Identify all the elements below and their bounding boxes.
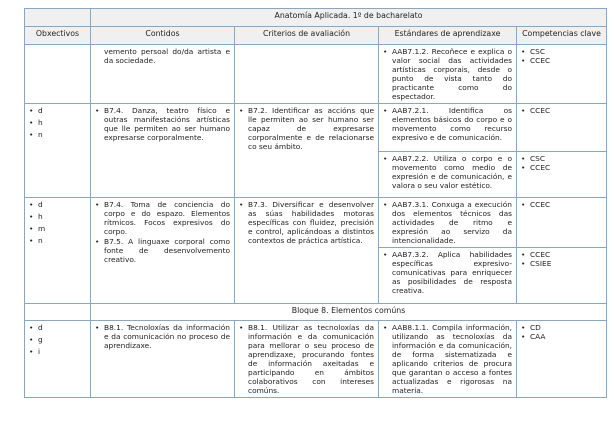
- header-contents: Contidos: [91, 27, 235, 45]
- objective-item: • n: [29, 236, 86, 245]
- title-row: [25, 9, 607, 27]
- competences-cell: [517, 321, 607, 398]
- header-objectives: Obxectivos: [25, 27, 91, 45]
- competences-cell: [517, 45, 607, 104]
- contents-cell: [91, 104, 235, 198]
- standard-text: • AAB7.1.2. Recoñece e explica o valor social das actividades artísticas corporais, desde o punto de vista tanto do practicante como do espectador.: [383, 47, 512, 101]
- competence-item: • CSC: [521, 154, 602, 163]
- objectives-cell: [25, 198, 91, 304]
- criteria-text: • B7.3. Diversificar e desenvolver as súas habilidades motoras específicas con fluidez, precisión e control, aplicándoas a distintos contextos de práctica artística.: [239, 200, 374, 245]
- header-standards: Estándares de aprendizaxe: [379, 27, 517, 45]
- criteria-cell: [235, 198, 379, 304]
- block-row: [25, 304, 607, 321]
- objective-item: • d: [29, 200, 86, 209]
- standard-text: • AAB7.3.2. Aplica habilidades específicas expresivo-comunicativas para enriquecer as posibilidades de resposta creativa.: [383, 250, 512, 295]
- header-row: [25, 27, 607, 45]
- competences-cell: [517, 248, 607, 304]
- standard-text: • AAB7.2.2. Utiliza o corpo e o movemento como medio de expresión e de comunicación, e valora o seu valor estético.: [383, 154, 512, 190]
- contents-cell: [91, 45, 235, 104]
- competences-cell: [517, 198, 607, 248]
- contents-text: vemento persoal do/da artista e da sociedade.: [104, 47, 230, 65]
- competences-cell: [517, 104, 607, 152]
- standard-text: • AAB8.1.1. Compila información, utilizando as tecnoloxías da información e da comunicación, de forma sistematizada e aplicando criterios de procura que garantan o acceso a fontes actualizadas e rigorosas na materia.: [383, 323, 512, 395]
- objective-item: • d: [29, 106, 86, 115]
- title-blank-cell: [25, 9, 91, 27]
- criteria-cell: [235, 45, 379, 104]
- contents-text: • B7.4. Toma de conciencia do corpo e do espazo. Elementos rítmicos. Focos expresivos do corpo.: [95, 200, 230, 236]
- table-title: Anatomía Aplicada. 1º de bacharelato: [91, 9, 607, 27]
- header-criteria: Criterios de avaliación: [235, 27, 379, 45]
- criteria-text: • B7.2. Identificar as accións que lle permiten ao ser humano ser capaz de expresarse corporalmente e de relacionarse co seu ámbito.: [239, 106, 374, 151]
- table-row: [25, 321, 607, 398]
- objective-item: • h: [29, 212, 86, 221]
- objective-item: • n: [29, 130, 86, 139]
- standards-cell: [379, 321, 517, 398]
- contents-cell: [91, 198, 235, 304]
- standard-text: • AAB7.2.1. Identifica os elementos básicos do corpo e o movemento como recurso expresivo e de comunicación.: [383, 106, 512, 142]
- competence-item: • CCEC: [521, 106, 602, 115]
- competence-item: • CCEC: [521, 250, 602, 259]
- criteria-text: • B8.1. Utilizar as tecnoloxías da información e da comunicación para mellorar o seu proceso de aprendizaxe, procurando fontes de información axeitadas e participando en ámbitos colaborativos con intereses comúns.: [239, 323, 374, 395]
- standards-cell: [379, 45, 517, 104]
- objective-item: • h: [29, 118, 86, 127]
- table-row: [25, 198, 607, 248]
- competence-item: • CCEC: [521, 200, 602, 209]
- competence-item: • CCEC: [521, 163, 602, 172]
- standards-cell: [379, 198, 517, 248]
- contents-text: • B7.4. Danza, teatro físico e outras manifestacións artísticas que lle permiten ao ser humano expresarse corporalmente.: [95, 106, 230, 142]
- standards-cell: [379, 248, 517, 304]
- objectives-cell: [25, 321, 91, 398]
- standards-cell: [379, 152, 517, 198]
- block-blank-cell: [25, 304, 91, 321]
- objective-item: • d: [29, 323, 86, 332]
- objectives-cell: [25, 104, 91, 198]
- contents-text: • B7.5. A linguaxe corporal como fonte de desenvolvemento creativo.: [95, 237, 230, 264]
- header-competences: Competencias clave: [517, 27, 607, 45]
- competence-item: • CSC: [521, 47, 602, 56]
- curriculum-table: [24, 8, 607, 398]
- criteria-cell: [235, 104, 379, 198]
- objectives-cell: [25, 45, 91, 104]
- table-row: [25, 45, 607, 104]
- objective-item: • g: [29, 335, 86, 344]
- contents-text: • B8.1. Tecnoloxías da información e da comunicación no proceso de aprendizaxe.: [95, 323, 230, 350]
- contents-cell: [91, 321, 235, 398]
- competences-cell: [517, 152, 607, 198]
- objective-item: • m: [29, 224, 86, 233]
- standard-text: • AAB7.3.1. Conxuga a execución dos elementos técnicos das actividades de ritmo e expresión ao servizo da intencionalidade.: [383, 200, 512, 245]
- criteria-cell: [235, 321, 379, 398]
- competence-item: • CCEC: [521, 56, 602, 65]
- objective-item: • i: [29, 347, 86, 356]
- competence-item: • CD: [521, 323, 602, 332]
- competence-item: • CAA: [521, 332, 602, 341]
- competence-item: • CSIEE: [521, 259, 602, 268]
- block-title: Bloque 8. Elementos comúns: [91, 304, 607, 321]
- table-row: [25, 104, 607, 152]
- standards-cell: [379, 104, 517, 152]
